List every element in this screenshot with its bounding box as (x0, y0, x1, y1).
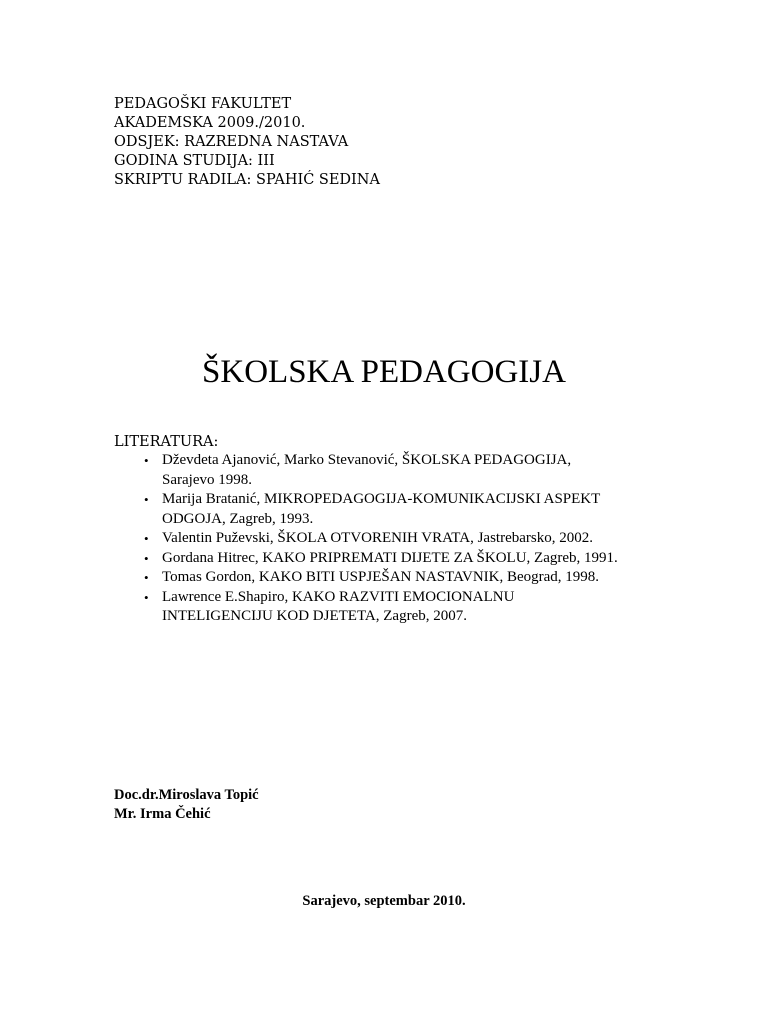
instructor-name: Mr. Irma Čehić (114, 806, 211, 822)
reference-line-1: Gordana Hitrec, KAKO PRIPREMATI DIJETE ZA ŠKOLU, Zagreb, 1991. (162, 549, 618, 566)
bullet-icon: • (144, 531, 149, 546)
document-title: ŠKOLSKA PEDAGOGIJA (202, 354, 566, 390)
list-item (144, 529, 664, 549)
bullet-icon: • (144, 570, 149, 585)
list-item (144, 568, 664, 588)
list-item (144, 588, 664, 627)
reference-line-2: ODGOJA, Zagreb, 1993. (162, 510, 314, 527)
bullet-icon: • (144, 453, 149, 468)
academic-year: AKADEMSKA 2009./2010. (114, 115, 306, 131)
year-of-study: GODINA STUDIJA: III (114, 153, 275, 169)
literature-heading: LITERATURA: (114, 434, 219, 450)
list-item (144, 549, 664, 569)
bullet-icon: • (144, 589, 149, 605)
reference-line-2: Sarajevo 1998. (162, 471, 252, 488)
reference-line-1: Valentin Puževski, ŠKOLA OTVORENIH VRATA, Jastrebarsko, 2002. (162, 530, 593, 546)
reference-line-1: Lawrence E.Shapiro, KAKO RAZVITI EMOCIONALNU (162, 588, 515, 605)
bullet-icon: • (144, 492, 149, 507)
list-item (144, 451, 664, 490)
reference-line-1: Marija Bratanić, MIKROPEDAGOGIJA-KOMUNIKACIJSKI ASPEKT (162, 491, 601, 507)
reference-line-2: INTELIGENCIJU KOD DJETETA, Zagreb, 2007. (162, 608, 467, 624)
author-line: SKRIPTU RADILA: SPAHIĆ SEDINA (114, 172, 380, 188)
instructor-name: Doc.dr.Miroslava Topić (114, 787, 259, 803)
list-item (144, 490, 664, 529)
bullet-icon: • (144, 550, 149, 566)
reference-line-1: Tomas Gordon, KAKO BITI USPJEŠAN NASTAVNIK, Beograd, 1998. (162, 569, 600, 585)
literature-list (144, 451, 664, 627)
department: ODSJEK: RAZREDNA NASTAVA (114, 134, 349, 150)
place-and-date: Sarajevo, septembar 2010. (302, 893, 466, 909)
faculty-name: PEDAGOŠKI FAKULTET (114, 96, 292, 112)
header-block (114, 95, 380, 190)
instructors-block (114, 786, 259, 824)
reference-line-1: Dževdeta Ajanović, Marko Stevanović, ŠKOLSKA PEDAGOGIJA, (162, 452, 572, 468)
